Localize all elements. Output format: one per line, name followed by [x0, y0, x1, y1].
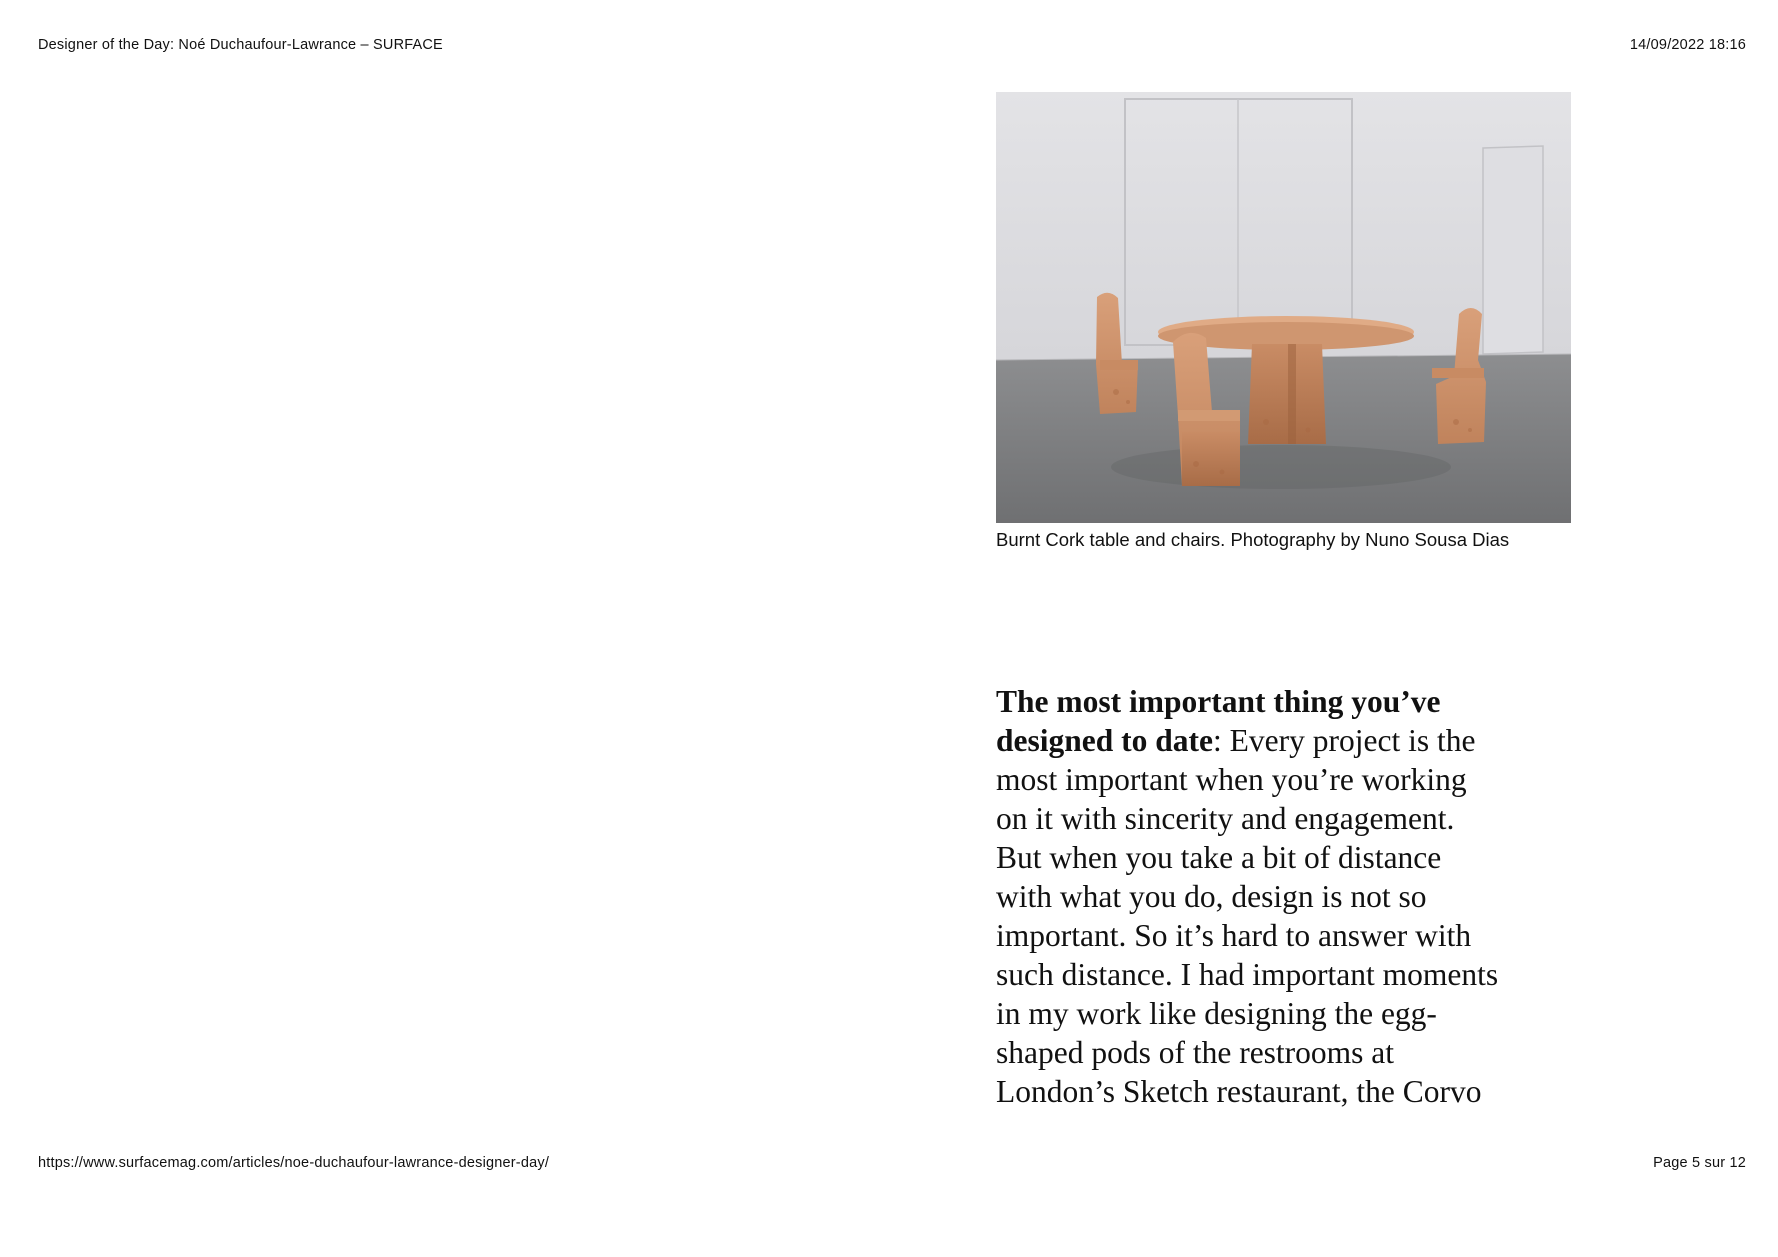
print-datetime: 14/09/2022 18:16 [1629, 37, 1746, 53]
article-line: But when you take a bit of distance [996, 840, 1442, 875]
heading-separator: : [1213, 723, 1222, 758]
article-line [996, 682, 1556, 721]
question-heading-cont: designed to date [996, 723, 1214, 758]
document-title: Designer of the Day: Noé Duchaufour-Lawrance – SURFACE [38, 37, 443, 53]
article-line [996, 721, 1556, 760]
article-body [996, 682, 1556, 1111]
article-line: London’s Sketch restaurant, the Corvo [996, 1074, 1482, 1109]
answer-start: Every project is the [1221, 723, 1476, 758]
article-line: important. So it’s hard to answer with [996, 918, 1472, 953]
page-url: https://www.surfacemag.com/articles/noe-duchaufour-lawrance-designer-day/ [38, 1155, 550, 1171]
article-photo [996, 92, 1571, 523]
photo-caption: Burnt Cork table and chairs. Photography by Nuno Sousa Dias [996, 529, 1510, 550]
article-line: in my work like designing the egg- [996, 996, 1437, 1031]
article-line: such distance. I had important moments [996, 957, 1499, 992]
page-number: Page 5 sur 12 [1653, 1155, 1746, 1171]
article-line: shaped pods of the restrooms at [996, 1035, 1395, 1070]
article-line: on it with sincerity and engagement. [996, 801, 1455, 836]
article-line: most important when you’re working [996, 762, 1467, 797]
article-line: with what you do, design is not so [996, 879, 1427, 914]
question-heading: The most important thing you’ve [996, 684, 1441, 719]
